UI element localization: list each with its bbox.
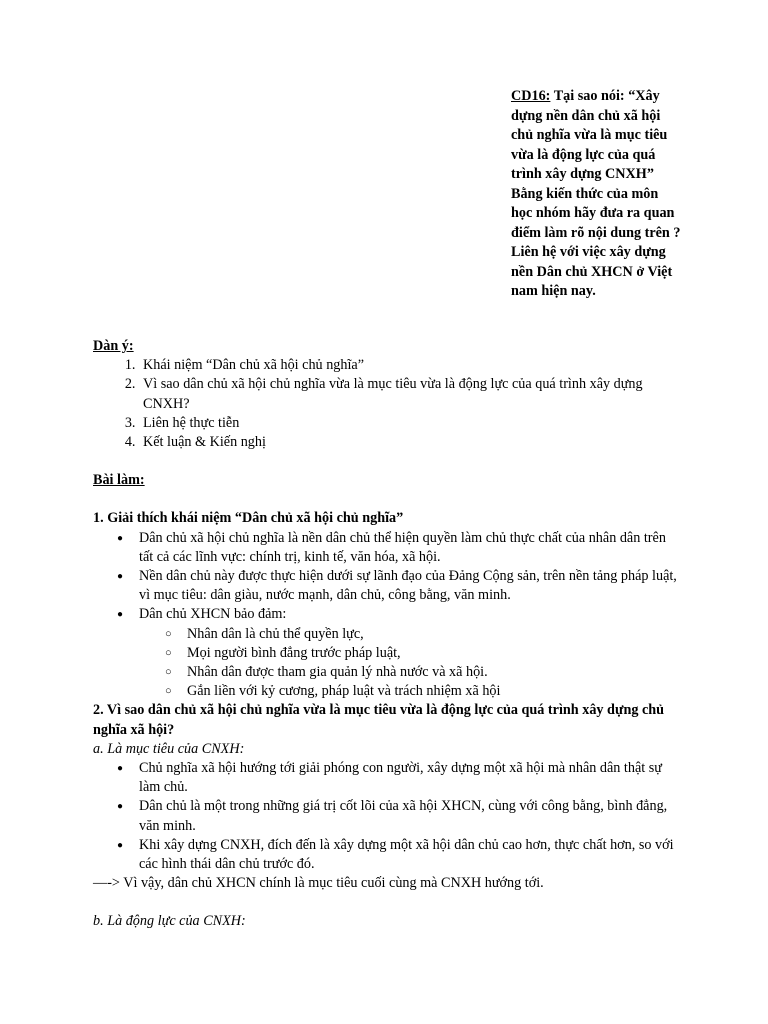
list-item: ● Chủ nghĩa xã hội hướng tới giải phóng con người, xây dựng một xã hội mà nhân dân thật sự làm chủ. bbox=[139, 759, 683, 797]
outline-item: 3. Liên hệ thực tiễn bbox=[139, 414, 683, 433]
outline-list bbox=[93, 356, 683, 452]
section-1-bullets bbox=[93, 529, 683, 702]
outline-heading: Dàn ý: bbox=[93, 338, 134, 354]
sub-list-item: ○ Nhân dân được tham gia quản lý nhà nước và xã hội. bbox=[187, 663, 683, 682]
list-item bbox=[139, 605, 683, 701]
sub-list-item: ○ Nhân dân là chủ thể quyền lực, bbox=[187, 625, 683, 644]
list-item-text: Dân chủ XHCN bảo đảm: bbox=[139, 606, 287, 623]
outline-item: 1. Khái niệm “Dân chủ xã hội chủ nghĩa” bbox=[139, 356, 683, 375]
section-2a-bullets bbox=[93, 759, 683, 874]
document-body bbox=[93, 337, 683, 932]
assignment-question bbox=[511, 87, 681, 302]
sub-list-item: ○ Gắn liền với kỷ cương, pháp luật và trách nhiệm xã hội bbox=[187, 682, 683, 701]
list-item: ● Dân chủ là một trong những giá trị cốt lõi của xã hội XHCN, cùng với công bằng, bình đẳng, văn minh. bbox=[139, 797, 683, 835]
sub-list-item: ○ Mọi người bình đẳng trước pháp luật, bbox=[187, 644, 683, 663]
outline-item: 4. Kết luận & Kiến nghị bbox=[139, 433, 683, 452]
section-1-sub-bullets bbox=[139, 625, 683, 702]
list-item: ● Dân chủ xã hội chủ nghĩa là nền dân chủ thể hiện quyền làm chủ thực chất của nhân dân trên tất cả các lĩnh vực: chính trị, kinh tế, văn hóa, xã hội. bbox=[139, 529, 683, 567]
essay-heading: Bài làm: bbox=[93, 472, 145, 489]
section-2-title: 2. Vì sao dân chủ xã hội chủ nghĩa vừa là mục tiêu vừa là động lực của quá trình xây dựng chủ nghĩa xã hội? bbox=[93, 702, 665, 738]
list-item: ● Nền dân chủ này được thực hiện dưới sự lãnh đạo của Đảng Cộng sản, trên nền tảng pháp luật, vì mục tiêu: dân giàu, nước mạnh, dân chủ, công bằng, văn minh. bbox=[139, 567, 683, 605]
section-1-title: 1. Giải thích khái niệm “Dân chủ xã hội chủ nghĩa” bbox=[93, 510, 404, 527]
section-2a-subtitle: a. Là mục tiêu của CNXH: bbox=[93, 740, 245, 757]
section-2b-subtitle: b. Là động lực của CNXH: bbox=[93, 913, 246, 930]
outline-item: 2. Vì sao dân chủ xã hội chủ nghĩa vừa là mục tiêu vừa là động lực của quá trình xây dựng CNXH? bbox=[139, 375, 683, 413]
question-code: CD16: bbox=[511, 88, 551, 104]
list-item: ● Khi xây dựng CNXH, đích đến là xây dựng một xã hội dân chủ cao hơn, thực chất hơn, so với các hình thái dân chủ trước đó. bbox=[139, 836, 683, 874]
question-text: Tại sao nói: “Xây dựng nền dân chủ xã hội chủ nghĩa vừa là mục tiêu vừa là động lực của quá trình xây dựng CNXH” Bằng kiến thức của môn học nhóm hãy đưa ra quan điểm làm rõ nội dung trên ? Liên hệ với việc xây dựng nền Dân chủ XHCN ở Việt nam hiện nay. bbox=[511, 88, 681, 299]
section-2a-conclusion: —-> Vì vậy, dân chủ XHCN chính là mục tiêu cuối cùng mà CNXH hướng tới. bbox=[93, 875, 544, 892]
